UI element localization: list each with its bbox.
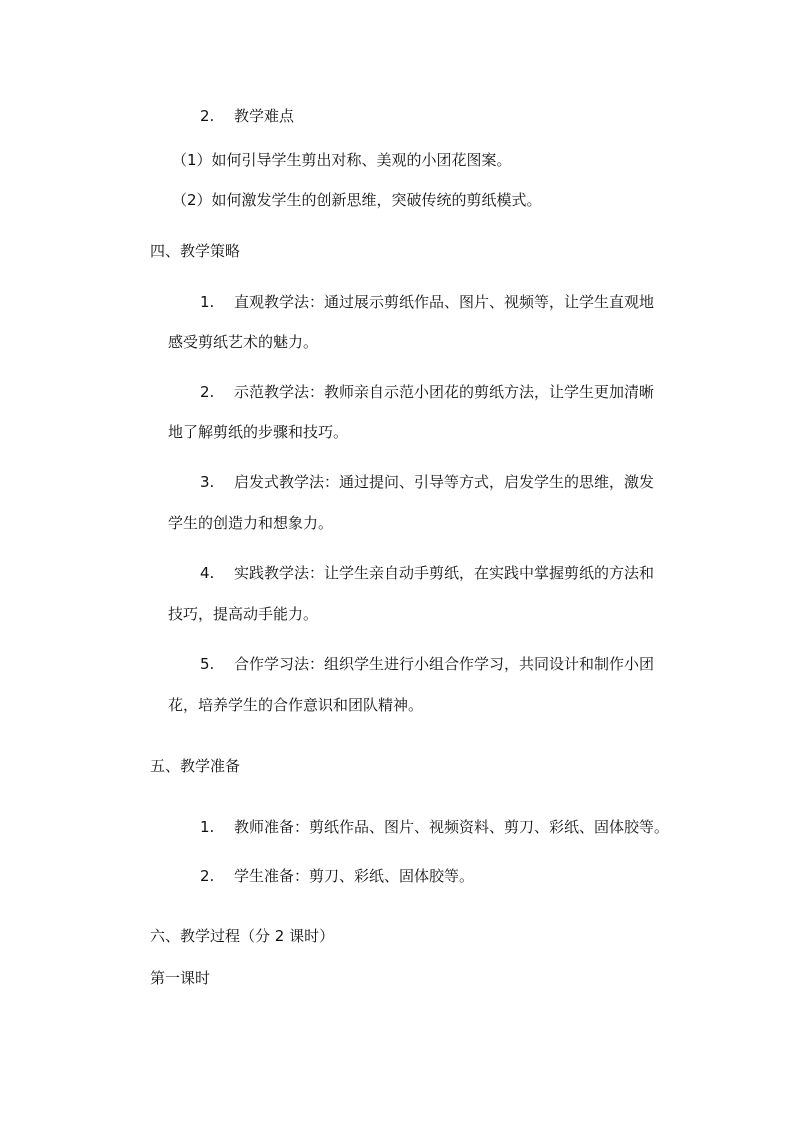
list-item [200,654,654,674]
list-text-continuation: 感受剪纸艺术的魅力。 [168,333,319,351]
section-title: 教学难点 [234,107,295,125]
list-text-continuation: 花，培养学生的合作意识和团队精神。 [168,696,424,714]
list-item [200,472,654,492]
list-text: 启发式教学法：通过提问、引导等方式，启发学生的思维，激发 [234,473,655,491]
list-text: 教师准备：剪纸作品、图片、视频资料、剪刀、彩纸、固体胶等。 [234,818,670,836]
list-item [200,866,474,886]
difficulty-heading [200,106,294,126]
list-text: 合作学习法：组织学生进行小组合作学习，共同设计和制作小团 [234,655,655,673]
list-text: 直观教学法：通过展示剪纸作品、图片、视频等，让学生直观地 [234,293,655,311]
list-text: 实践教学法：让学生亲自动手剪纸，在实践中掌握剪纸的方法和 [234,564,655,582]
list-number: 4. [200,564,215,582]
list-item [200,563,654,583]
list-number: 3. [200,473,215,491]
list-number: 2. [200,867,215,885]
list-text-continuation: 地了解剪纸的步骤和技巧。 [168,423,349,441]
list-item [200,382,654,402]
list-text: 示范教学法：教师亲自示范小团花的剪纸方法，让学生更加清晰 [234,383,655,401]
section-heading: 四、教学策略 [150,242,241,260]
section-heading: 五、教学准备 [150,757,241,775]
list-number: 1. [200,818,215,836]
list-number: 2. [200,383,215,401]
list-number: 1. [200,293,215,311]
list-item [200,817,669,837]
list-text-continuation: 技巧，提高动手能力。 [168,605,319,623]
list-number: 2. [200,107,215,125]
list-number: 5. [200,655,215,673]
subsection-heading: 第一课时 [150,969,211,987]
list-item [200,292,654,312]
section-heading: 六、教学过程（分 2 课时） [150,927,335,945]
list-text: 学生准备：剪刀、彩纸、固体胶等。 [234,867,475,885]
list-item: （1）如何引导学生剪出对称、美观的小团花图案。 [172,151,512,169]
list-text-continuation: 学生的创造力和想象力。 [168,514,334,532]
list-item: （2）如何激发学生的创新思维，突破传统的剪纸模式。 [172,191,542,209]
